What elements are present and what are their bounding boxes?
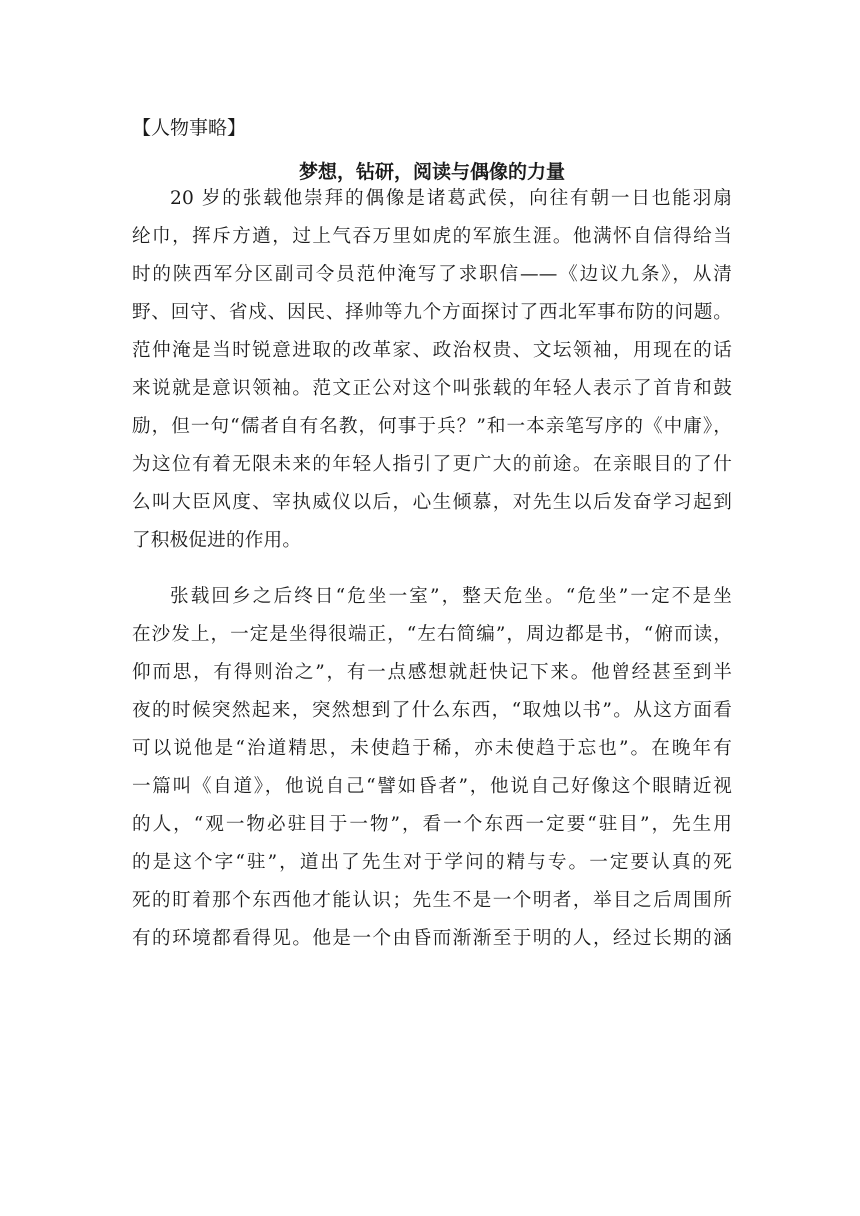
text-line: 时的陕西军分区副司令员范仲淹写了求职信——《边议九条》，从清 [132, 264, 732, 285]
article-body [132, 180, 732, 976]
text-line: 张载回乡之后终日“危坐一室”，整天危坐。“危坐”一定不是坐 [170, 586, 732, 607]
text-line: 么叫大臣风度、宰执威仪以后，心生倾慕，对先生以后发奋学习起到 [132, 492, 732, 513]
article-title: 梦想，钻研，阅读与偶像的力量 [298, 161, 565, 183]
text-line: 纶巾，挥斥方遒，过上气吞万里如虎的军旅生涯。他满怀自信得给当 [132, 226, 732, 247]
text-line: 在沙发上，一定是坐得很端正，“左右简编”，周边都是书，“俯而读， [132, 624, 732, 645]
text-line: 仰而思，有得则治之”，有一点感想就赶快记下来。他曾经甚至到半 [132, 662, 732, 683]
text-line: 夜的时候突然起来，突然想到了什么东西，“取烛以书”。从这方面看 [132, 700, 732, 721]
paragraph-2 [132, 578, 732, 958]
text-line: 20 岁的张载他崇拜的偶像是诸葛武侯，向往有朝一日也能羽扇 [170, 188, 732, 209]
text-line: 可以说他是“治道精思，未使趋于稀，亦未使趋于忘也”。在晚年有 [132, 738, 732, 759]
text-line: 一篇叫《自道》，他说自己“譬如昏者”，他说自己好像这个眼睛近视 [132, 776, 732, 797]
text-line: 死的盯着那个东西他才能认识；先生不是一个明者，举目之后周围所 [132, 890, 732, 911]
text-line: 范仲淹是当时锐意进取的改革家、政治权贵、文坛领袖，用现在的话 [132, 340, 732, 361]
text-line: 为这位有着无限未来的年轻人指引了更广大的前途。在亲眼目的了什 [132, 454, 732, 475]
text-line: 野、回守、省戍、因民、择帅等九个方面探讨了西北军事布防的问题。 [132, 302, 732, 323]
section-tag: 【人物事略】 [132, 117, 247, 139]
text-line: 了积极促进的作用。 [132, 530, 302, 551]
text-line: 的人，“观一物必驻目于一物”，看一个东西一定要“驻目”，先生用 [132, 814, 732, 835]
paragraph-1 [132, 180, 732, 560]
text-line: 有的环境都看得见。他是一个由昏而渐渐至于明的人，经过长期的涵 [132, 928, 732, 949]
text-line: 来说就是意识领袖。范文正公对这个叫张载的年轻人表示了首肯和鼓 [132, 378, 732, 399]
text-line: 励，但一句“儒者自有名教，何事于兵？”和一本亲笔写序的《中庸》， [132, 416, 732, 437]
text-line: 的是这个字“驻”，道出了先生对于学问的精与专。一定要认真的死 [132, 852, 732, 873]
